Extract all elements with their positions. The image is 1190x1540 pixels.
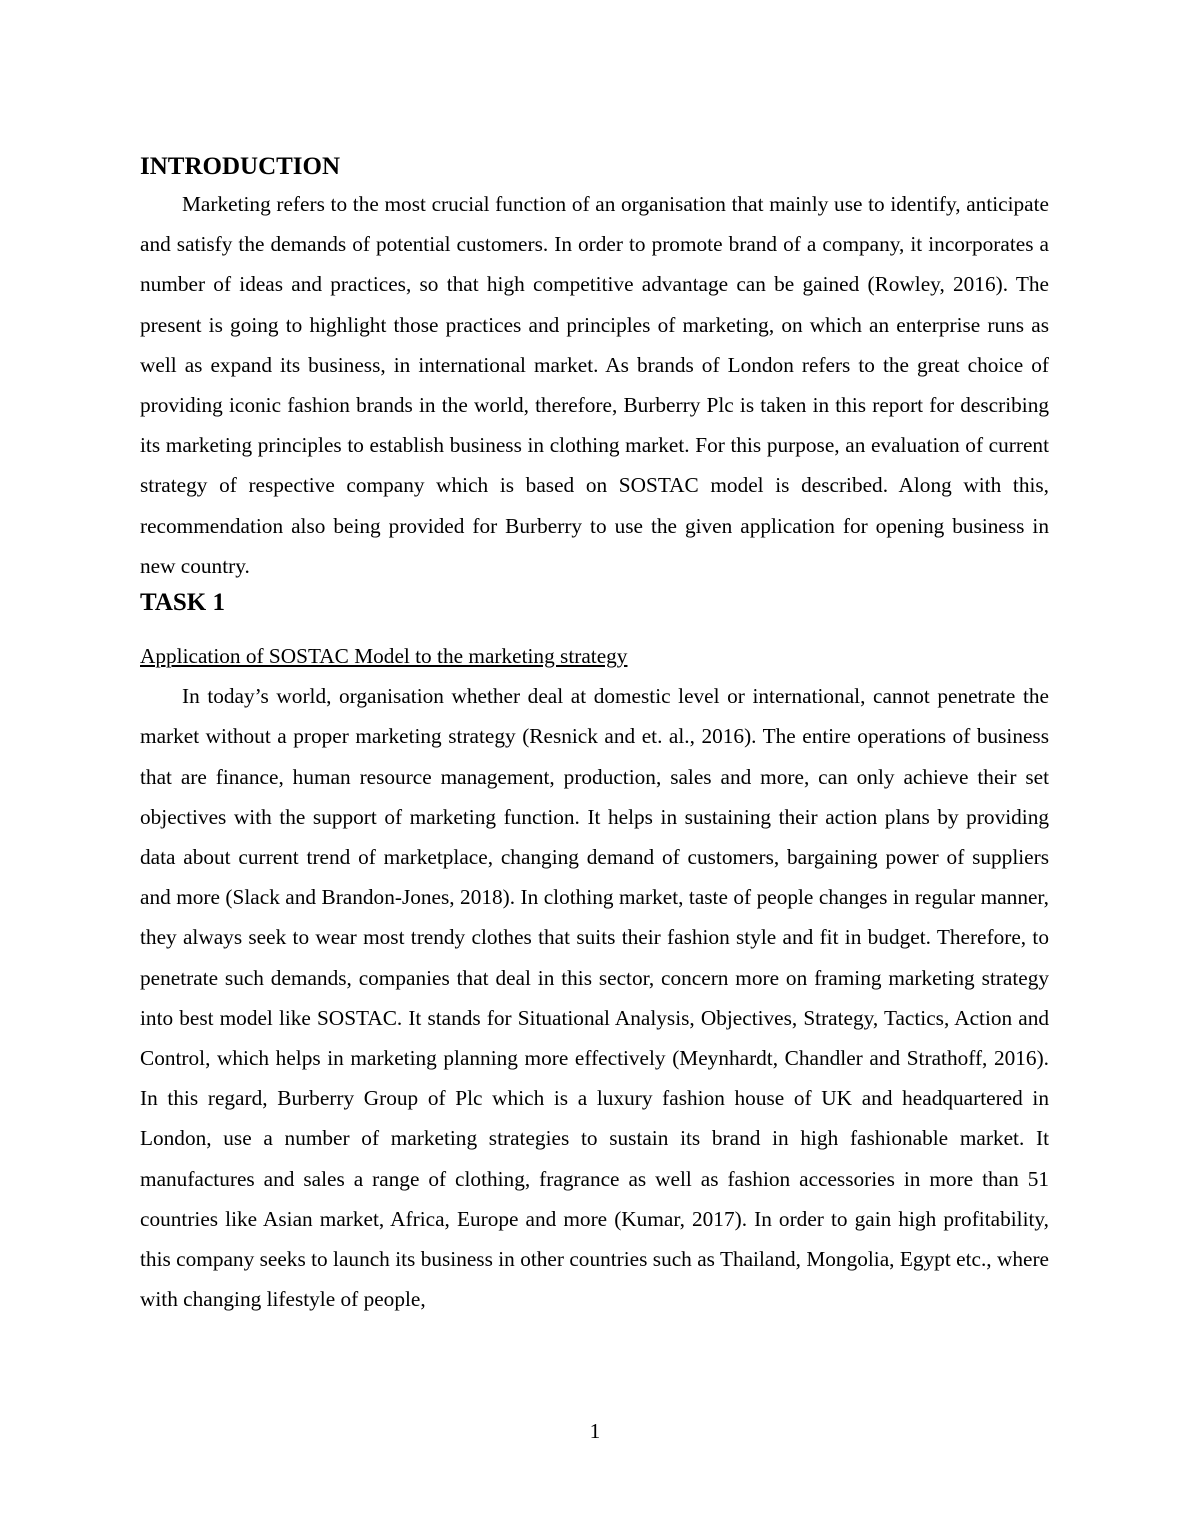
introduction-paragraph: Marketing refers to the most crucial function of an organisation that mainly use to identify, anticipate and satisfy the demands of potential customers. In order to promote brand of a company, it incorporates a number of ideas and practices, so that high competitive advantage can be gained (Rowley, 2016). The present is going to highlight those practices and principles of marketing, on which an enterprise runs as well as expand its business, in international market. As brands of London refers to the great choice of providing iconic fashion brands in the world, therefore, Burberry Plc is taken in this report for describing its marketing principles to establish business in clothing market. For this purpose, an evaluation of current strategy of respective company which is based on SOSTAC model is described. Along with this, recommendation also being provided for Burberry to use the given application for opening business in new country. xyxy=(140,192,1049,578)
task1-subheading: Application of SOSTAC Model to the marketing strategy xyxy=(140,644,628,669)
task1-heading: TASK 1 xyxy=(140,589,225,617)
task1-paragraph: In today’s world, organisation whether deal at domestic level or international, cannot penetrate the market without a proper marketing strategy (Resnick and et. al., 2016). The entire operations of business that are finance, human resource management, production, sales and more, can only achieve their set objectives with the support of marketing function. It helps in sustaining their action plans by providing data about current trend of marketplace, changing demand of customers, bargaining power of suppliers and more (Slack and Brandon-Jones, 2018). In clothing market, taste of people changes in regular manner, they always seek to wear most trendy clothes that suits their fashion style and fit in budget. Therefore, to penetrate such demands, companies that deal in this sector, concern more on framing marketing strategy into best model like SOSTAC. It stands for Situational Analysis, Objectives, Strategy, Tactics, Action and Control, which helps in marketing planning more effectively (Meynhardt, Chandler and Strathoff, 2016). In this regard, Burberry Group of Plc which is a luxury fashion house of UK and headquartered in London, use a number of marketing strategies to sustain its brand in high fashionable market. It manufactures and sales a range of clothing, fragrance as well as fashion accessories in more than 51 countries like Asian market, Africa, Europe and more (Kumar, 2017). In order to gain high profitability, this company seeks to launch its business in other countries such as Thailand, Mongolia, Egypt etc., where with changing lifestyle of people, xyxy=(140,684,1049,1312)
page-number: 1 xyxy=(589,1419,601,1443)
introduction-heading: INTRODUCTION xyxy=(140,153,341,180)
page-content xyxy=(140,150,1049,1319)
